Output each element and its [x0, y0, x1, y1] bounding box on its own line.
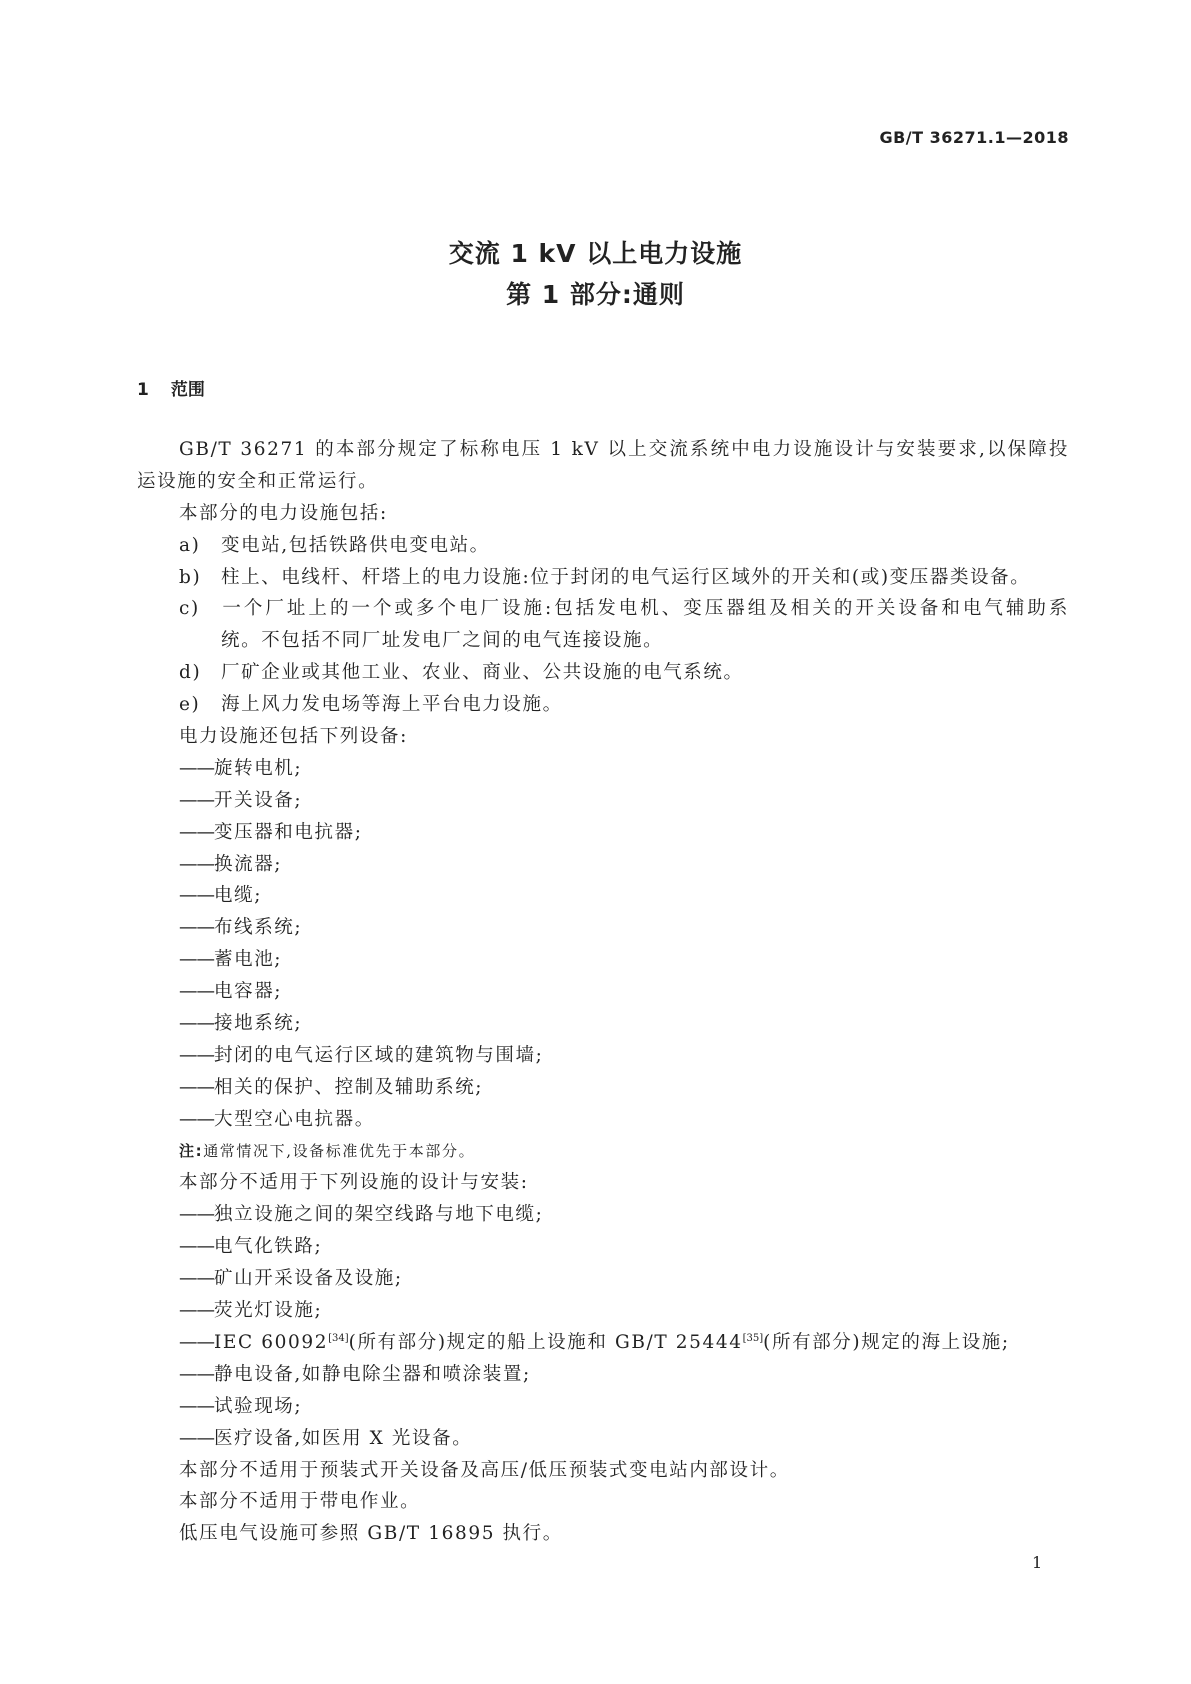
dash-item: ——IEC 60092[34](所有部分)规定的船上设施和 GB/T 25444[35](所有部分)规定的海上设施;: [179, 1331, 1010, 1353]
list-item-label: a): [179, 534, 201, 556]
dash-item: [137, 912, 1069, 944]
intro-paragraph-line: GB/T 36271 的本部分规定了标称电压 1 kV 以上交流系统中电力设施设计与安装要求,以保障投: [179, 439, 1069, 460]
section-heading: [137, 375, 205, 400]
list-item: [137, 689, 1069, 721]
note: [137, 1136, 1069, 1168]
dash-item-text: 开关设备;: [214, 789, 303, 811]
dash-mark: ——: [179, 821, 214, 843]
reference-34[interactable]: [34]: [328, 1332, 349, 1344]
dash-item-text: 换流器;: [214, 853, 283, 875]
dash-mark: ——: [179, 917, 214, 939]
dash-mark: ——: [179, 853, 214, 875]
dash-mark: ——: [179, 1363, 214, 1385]
closing-paragraph: 本部分不适用于预装式开关设备及高压/低压预装式变电站内部设计。: [179, 1459, 790, 1481]
intro-paragraph-line: 运设施的安全和正常运行。: [137, 470, 379, 492]
dash-item: [137, 1072, 1069, 1104]
dash-item-text: 荧光灯设施;: [214, 1300, 323, 1322]
list-item: [137, 657, 1069, 689]
dash-mark: ——: [179, 1013, 214, 1035]
dash-item: [137, 1104, 1069, 1136]
dash-mark: ——: [179, 1236, 214, 1258]
dash-mark: ——: [179, 1395, 214, 1417]
list-item-label: b): [179, 566, 202, 588]
list-item-text: 厂矿企业或其他工业、农业、商业、公共设施的电气系统。: [221, 662, 744, 684]
dash-mark: ——: [179, 885, 214, 907]
section-number: 1: [137, 380, 149, 400]
note-label: 注:: [179, 1141, 204, 1160]
note-text: 通常情况下,设备标准优先于本部分。: [203, 1141, 476, 1160]
list-item-text: 变电站,包括铁路供电变电站。: [221, 534, 490, 556]
dash-mark: ——: [179, 949, 214, 971]
document-subtitle: 第 1 部分:通则: [506, 280, 685, 309]
exclusions-heading: 本部分不适用于下列设施的设计与安装:: [179, 1172, 529, 1194]
list-item-label: d): [179, 662, 202, 684]
dash-item-text: 矿山开采设备及设施;: [214, 1268, 403, 1290]
dash-mark: ——: [179, 1300, 214, 1322]
dash-item-text: 大型空心电抗器。: [214, 1108, 375, 1130]
dash-item-text: 相关的保护、控制及辅助系统;: [214, 1076, 484, 1098]
dash-item: [137, 817, 1069, 849]
document-number: GB/T 36271.1—2018: [879, 128, 1069, 147]
dash-item-text: 旋转电机;: [214, 757, 303, 779]
list-item-label: e): [179, 694, 201, 716]
dash-mark: ——: [179, 757, 214, 779]
list-item: [137, 562, 1069, 594]
dash-item-text: 独立设施之间的架空线路与地下电缆;: [214, 1204, 544, 1226]
list-item: [137, 530, 1069, 562]
list-item-label: c): [179, 598, 200, 620]
dash-item: [137, 1199, 1069, 1231]
list-item-continuation: 统。不包括不同厂址发电厂之间的电气连接设施。: [221, 630, 664, 652]
dash-item: [137, 944, 1069, 976]
dash-item: [137, 1423, 1069, 1455]
dash-mark: ——: [179, 1268, 214, 1290]
list-item-text: 海上风力发电场等海上平台电力设施。: [221, 694, 563, 716]
dash-item-text: 静电设备,如静电除尘器和喷涂装置;: [214, 1363, 531, 1385]
equipment-heading: 电力设施还包括下列设备:: [179, 726, 408, 748]
dash-mark: ——: [179, 1427, 214, 1449]
dash-mark: ——: [179, 1204, 214, 1226]
section-title: 范围: [170, 380, 205, 400]
dash-mark: ——: [179, 789, 214, 811]
dash-item: [137, 753, 1069, 785]
page-number: 1: [1032, 1553, 1043, 1572]
dash-item-text: 变压器和电抗器;: [214, 821, 363, 843]
section-body: [137, 434, 1069, 1550]
list-item-text: 柱上、电线杆、杆塔上的电力设施:位于封闭的电气运行区域外的开关和(或)变压器类设备。: [221, 566, 1031, 588]
list-item: [137, 593, 1069, 625]
dash-item: [137, 1263, 1069, 1295]
dash-item-text: 蓄电池;: [214, 949, 283, 971]
dash-item: [137, 849, 1069, 881]
dash-item: [137, 1295, 1069, 1327]
includes-heading: 本部分的电力设施包括:: [179, 502, 388, 524]
dash-item: [137, 1359, 1069, 1391]
dash-mark: ——: [179, 1076, 214, 1098]
dash-item-text: 封闭的电气运行区域的建筑物与围墙;: [214, 1044, 544, 1066]
dash-item-text: 接地系统;: [214, 1013, 303, 1035]
document-title: 交流 1 kV 以上电力设施: [448, 239, 743, 268]
dash-item-text: 医疗设备,如医用 X 光设备。: [214, 1427, 473, 1449]
dash-item: [137, 880, 1069, 912]
dash-item: [137, 1008, 1069, 1040]
closing-paragraph: 低压电气设施可参照 GB/T 16895 执行。: [179, 1523, 563, 1545]
dash-mark: ——: [179, 1044, 214, 1066]
dash-item: [137, 1231, 1069, 1263]
reference-35[interactable]: [35]: [742, 1332, 764, 1344]
dash-item: [137, 785, 1069, 817]
closing-paragraph: 本部分不适用于带电作业。: [179, 1491, 421, 1513]
dash-item-text: 电缆;: [214, 885, 263, 907]
dash-item-text: 布线系统;: [214, 917, 303, 939]
dash-mark: ——: [179, 981, 214, 1003]
dash-item-text: 电容器;: [214, 981, 283, 1003]
dash-item: [137, 976, 1069, 1008]
dash-item-text: 试验现场;: [214, 1395, 303, 1417]
dash-mark: ——: [179, 1108, 214, 1130]
dash-item-text: 电气化铁路;: [214, 1236, 323, 1258]
list-item-text: 一个厂址上的一个或多个电厂设施:包括发电机、变压器组及相关的开关设备和电气辅助系: [221, 598, 1069, 620]
dash-item: [137, 1040, 1069, 1072]
dash-item: [137, 1391, 1069, 1423]
